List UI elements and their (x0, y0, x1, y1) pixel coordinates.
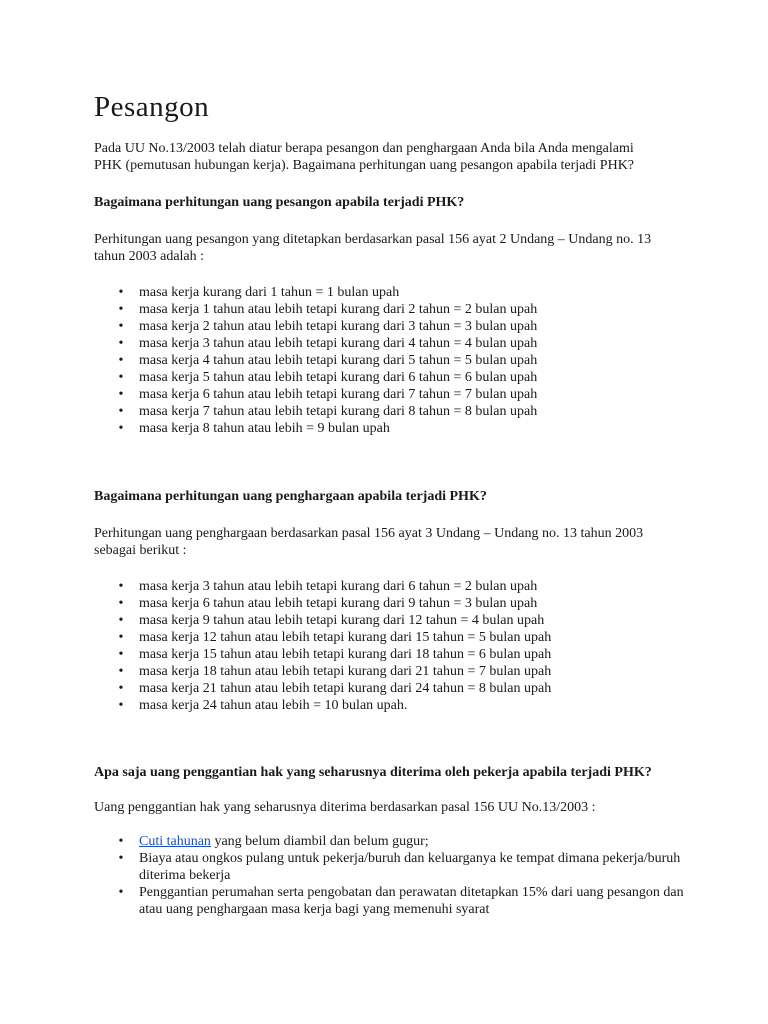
list-item-text: masa kerja 15 tahun atau lebih tetapi kurang dari 18 tahun = 6 bulan upah (139, 647, 552, 662)
list-item (94, 833, 699, 850)
list-item-text: masa kerja 6 tahun atau lebih tetapi kurang dari 7 tahun = 7 bulan upah (139, 387, 538, 402)
list-item (94, 318, 699, 335)
list-item-text: masa kerja 18 tahun atau lebih tetapi kurang dari 21 tahun = 7 bulan upah (139, 664, 552, 679)
list-item-text: masa kerja 2 tahun atau lebih tetapi kurang dari 3 tahun = 3 bulan upah (139, 319, 538, 334)
bullet-icon: • (118, 664, 124, 679)
section1-heading: Bagaimana perhitungan uang pesangon apabila terjadi PHK? (94, 195, 465, 210)
list-item-text: masa kerja 12 tahun atau lebih tetapi kurang dari 15 tahun = 5 bulan upah (139, 630, 552, 645)
list-item-text: masa kerja 24 tahun atau lebih = 10 bulan upah. (139, 698, 408, 713)
section1-paragraph: Perhitungan uang pesangon yang ditetapkan berdasarkan pasal 156 ayat 2 Undang – Undang no. 13 tahun 2003 adalah : (94, 232, 652, 264)
list-item-text: masa kerja 3 tahun atau lebih tetapi kurang dari 6 tahun = 2 bulan upah (139, 579, 538, 594)
list-item (94, 335, 699, 352)
bullet-icon: • (118, 647, 124, 662)
list-item-text: masa kerja 9 tahun atau lebih tetapi kurang dari 12 tahun = 4 bulan upah (139, 613, 545, 628)
list-item-text: Penggantian perumahan serta pengobatan dan perawatan ditetapkan 15% dari uang pesangon dan atau uang penghargaan masa kerja bagi yang memenuhi syarat (139, 885, 684, 917)
bullet-icon: • (118, 579, 124, 594)
bullet-icon: • (118, 285, 124, 300)
list-item (94, 884, 699, 918)
bullet-icon: • (118, 851, 124, 866)
section3-heading: Apa saja uang penggantian hak yang seharusnya diterima oleh pekerja apabila terjadi PHK? (94, 765, 652, 780)
page-title: Pesangon (94, 91, 210, 123)
bullet-icon: • (118, 302, 124, 317)
list-item (94, 663, 699, 680)
bullet-icon: • (118, 387, 124, 402)
penghargaan-list (94, 578, 708, 714)
bullet-icon: • (118, 319, 124, 334)
list-item (94, 595, 699, 612)
bullet-icon: • (118, 404, 124, 419)
list-item (94, 612, 699, 629)
list-item (94, 352, 699, 369)
section3-paragraph: Uang penggantian hak yang seharusnya diterima berdasarkan pasal 156 UU No.13/2003 : (94, 800, 596, 815)
penggantian-hak-list (94, 833, 708, 918)
list-item-text: yang belum diambil dan belum gugur; (210, 834, 429, 849)
bullet-icon: • (118, 353, 124, 368)
list-item-text: masa kerja 3 tahun atau lebih tetapi kurang dari 4 tahun = 4 bulan upah (139, 336, 538, 351)
bullet-icon: • (118, 421, 124, 436)
bullet-icon: • (118, 630, 124, 645)
cuti-tahunan-link[interactable]: Cuti tahunan (139, 834, 211, 849)
list-item (94, 301, 699, 318)
list-item (94, 850, 699, 884)
list-item-text: masa kerja kurang dari 1 tahun = 1 bulan upah (139, 285, 400, 300)
list-item-text: masa kerja 1 tahun atau lebih tetapi kurang dari 2 tahun = 2 bulan upah (139, 302, 538, 317)
intro-paragraph: Pada UU No.13/2003 telah diatur berapa pesangon dan penghargaan Anda bila Anda mengalami PHK (pemutusan hubungan kerja). Bagaimana perhitungan uang pesangon apabila terjadi PHK? (94, 141, 635, 173)
pesangon-list (94, 284, 708, 437)
list-item (94, 578, 699, 595)
list-item (94, 386, 699, 403)
bullet-icon: • (118, 885, 124, 900)
list-item (94, 646, 699, 663)
bullet-icon: • (118, 596, 124, 611)
list-item (94, 629, 699, 646)
bullet-icon: • (118, 834, 124, 849)
list-item (94, 369, 699, 386)
list-item-text: Biaya atau ongkos pulang untuk pekerja/buruh dan keluarganya ke tempat dimana pekerja/buruh diterima bekerja (139, 851, 681, 883)
list-item (94, 403, 699, 420)
list-item (94, 697, 699, 714)
list-item-text: masa kerja 21 tahun atau lebih tetapi kurang dari 24 tahun = 8 bulan upah (139, 681, 552, 696)
bullet-icon: • (118, 681, 124, 696)
bullet-icon: • (118, 613, 124, 628)
list-item-text: masa kerja 6 tahun atau lebih tetapi kurang dari 9 tahun = 3 bulan upah (139, 596, 538, 611)
list-item-text: masa kerja 5 tahun atau lebih tetapi kurang dari 6 tahun = 6 bulan upah (139, 370, 538, 385)
bullet-icon: • (118, 370, 124, 385)
bullet-icon: • (118, 336, 124, 351)
list-item-text: masa kerja 4 tahun atau lebih tetapi kurang dari 5 tahun = 5 bulan upah (139, 353, 538, 368)
list-item-text: masa kerja 7 tahun atau lebih tetapi kurang dari 8 tahun = 8 bulan upah (139, 404, 538, 419)
list-item (94, 420, 699, 437)
section2-heading: Bagaimana perhitungan uang penghargaan apabila terjadi PHK? (94, 489, 487, 504)
section2-paragraph: Perhitungan uang penghargaan berdasarkan pasal 156 ayat 3 Undang – Undang no. 13 tahun 2003 sebagai berikut : (94, 526, 644, 558)
list-item (94, 680, 699, 697)
list-item (94, 284, 699, 301)
list-item-text: masa kerja 8 tahun atau lebih = 9 bulan upah (139, 421, 390, 436)
bullet-icon: • (118, 698, 124, 713)
